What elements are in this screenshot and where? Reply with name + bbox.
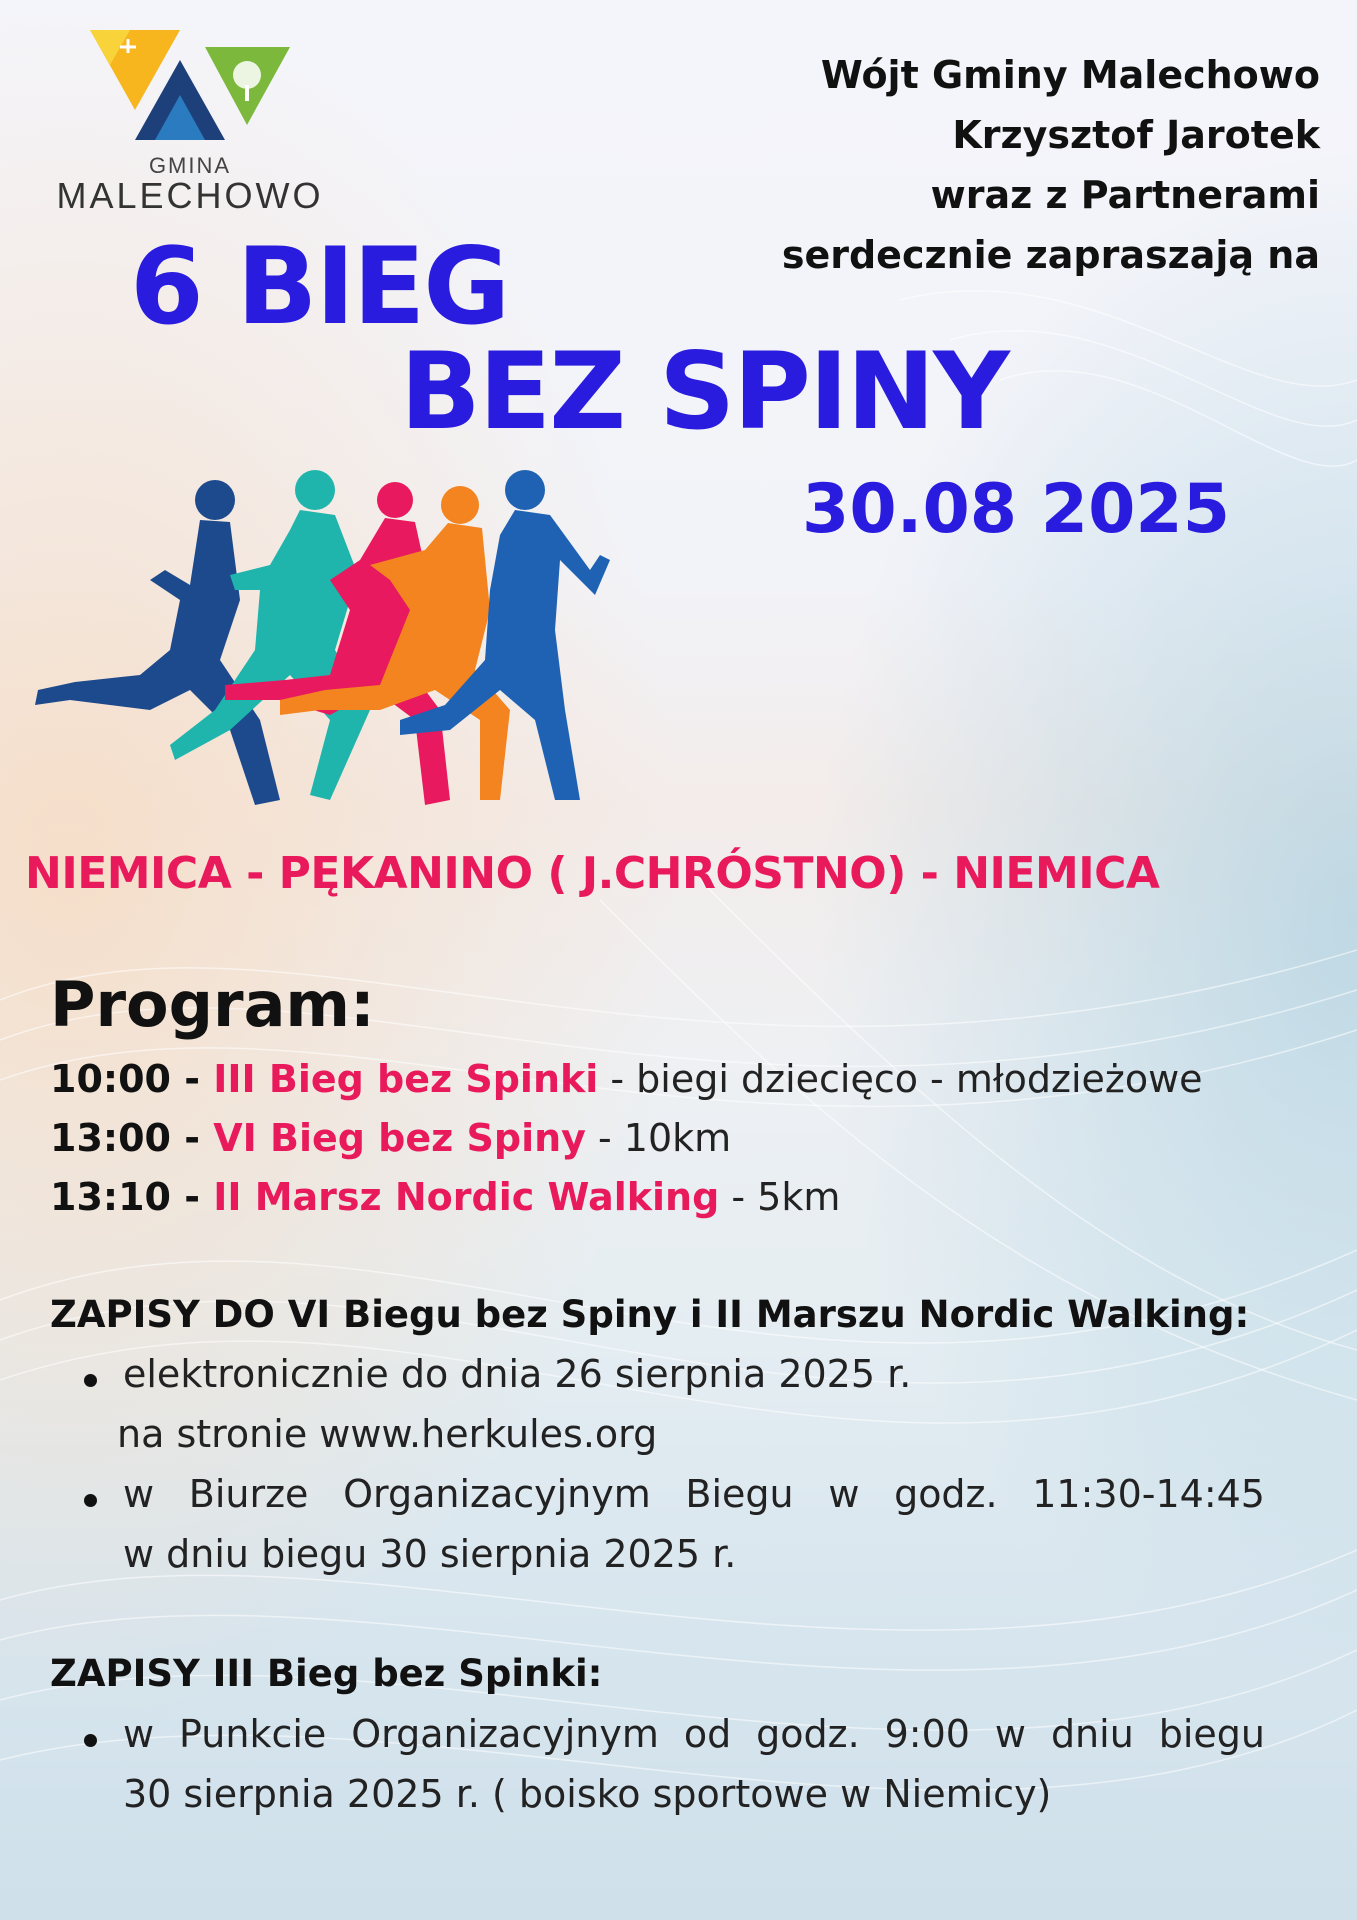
program-heading: Program: xyxy=(50,968,375,1041)
registration-office-line2: w dniu biegu 30 sierpnia 2025 r. xyxy=(123,1532,737,1576)
program-event-name: III Bieg bez Spinki xyxy=(213,1057,599,1101)
program-time: 10:00 - xyxy=(50,1057,214,1101)
invitation-line: Krzysztof Jarotek xyxy=(952,113,1320,157)
runner-navy-icon xyxy=(35,480,280,805)
invitation-line: serdecznie zapraszają na xyxy=(781,233,1320,277)
program-detail: - 10km xyxy=(585,1116,732,1160)
gmina-malechowo-logo xyxy=(50,25,330,215)
registration-online-line2: na stronie www.herkules.org xyxy=(117,1412,658,1456)
program-time: 13:10 - xyxy=(50,1175,214,1219)
registration-online-line1: elektronicznie do dnia 26 sierpnia 2025 r. xyxy=(123,1352,912,1396)
registration-office-line1: w Biurze Organizacyjnym Biegu w godz. 11:30-14:45 xyxy=(123,1472,1265,1516)
program-list xyxy=(50,1050,1300,1227)
program-item xyxy=(50,1050,1300,1109)
program-item xyxy=(50,1109,1300,1168)
invitation-block xyxy=(680,45,1320,285)
event-date: 30.08 2025 xyxy=(802,470,1231,549)
program-detail: - biegi dziecięco - młodzieżowe xyxy=(598,1057,1203,1101)
event-title-line2: BEZ SPINY xyxy=(400,330,1008,453)
invitation-line: wraz z Partnerami xyxy=(930,173,1320,217)
program-event-name: VI Bieg bez Spiny xyxy=(213,1116,586,1160)
bullet-icon xyxy=(84,1494,97,1507)
program-detail: - 5km xyxy=(719,1175,841,1219)
program-event-name: II Marsz Nordic Walking xyxy=(213,1175,720,1219)
event-title-line1: 6 BIEG xyxy=(130,225,509,348)
program-time: 13:00 - xyxy=(50,1116,214,1160)
registration-main-heading: ZAPISY DO VI Biegu bez Spiny i II Marszu Nordic Walking: xyxy=(50,1293,1250,1336)
bullet-icon xyxy=(84,1374,97,1387)
logo-name-text: MALECHOWO xyxy=(56,175,324,216)
invitation-line: Wójt Gminy Malechowo xyxy=(820,53,1320,97)
bullet-icon xyxy=(84,1734,97,1747)
logo-triangles-icon xyxy=(90,25,290,155)
route-text: NIEMICA - PĘKANINO ( J.CHRÓSTNO) - NIEMICA xyxy=(25,848,1160,899)
registration-kids-line2: 30 sierpnia 2025 r. ( boisko sportowe w Niemicy) xyxy=(123,1772,1052,1816)
program-item xyxy=(50,1168,1300,1227)
registration-kids-line1: w Punkcie Organizacyjnym od godz. 9:00 w dniu biegu xyxy=(123,1712,1265,1756)
registration-kids-heading: ZAPISY III Bieg bez Spinki: xyxy=(50,1652,603,1695)
runners-illustration xyxy=(30,460,610,820)
logo-gmina-text: GMINA xyxy=(148,153,232,178)
